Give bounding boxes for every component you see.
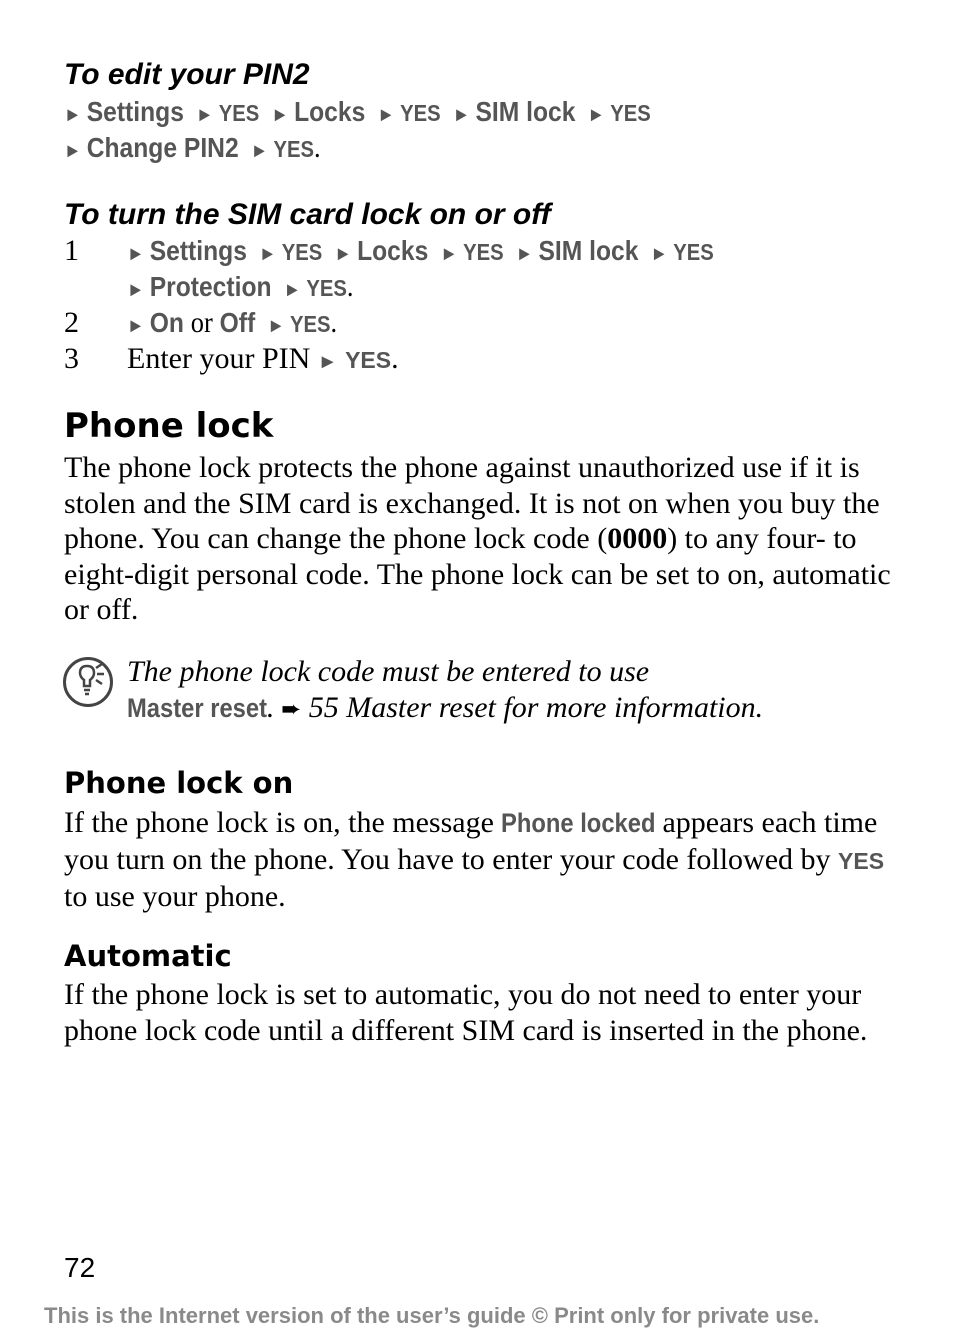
footer-notice: This is the Internet version of the user’s guide © Print only for private use. [44, 1303, 820, 1328]
page-number: 72 [64, 1252, 96, 1283]
yes-key: YES [838, 847, 885, 874]
step-1 [64, 233, 924, 269]
step-1-path-line2: ► Protection ► YES. [127, 270, 354, 303]
step-3: 3 Enter your PIN ► YES. [64, 342, 399, 375]
pin2-path-line2: ► Change PIN2 ► YES. [64, 131, 321, 164]
default-code: 0000 [607, 522, 668, 556]
tip-line1: The phone lock code must be entered to use [127, 655, 650, 688]
step-1-cont [64, 269, 924, 305]
message-phone-locked: Phone locked [501, 808, 656, 838]
menu-sim-lock: SIM lock [475, 96, 576, 127]
tip-line2: Master reset. ➨ 55 Master reset for more information. [127, 691, 764, 724]
pin2-path-line1: ► Settings ► YES ► Locks ► YES ► SIM lock ► YES [64, 96, 651, 127]
step-2 [64, 305, 924, 341]
phone-lock-paragraph: The phone lock protects the phone against unauthorized use if it is stolen and the SIM card is exchanged. It is not on when you buy the phone. You can change the phone lock code (0000) to any four- to eight-digit personal code. The phone lock can be set to on, automatic or off. [64, 451, 891, 627]
phone-lock-on-paragraph: If the phone lock is on, the message Phone locked appears each time you turn on the phone. You have to enter your code followed by YES to use your phone. [64, 806, 885, 914]
phone-lock-heading: Phone lock [64, 406, 274, 446]
menu-change-pin2: Change PIN2 [86, 132, 239, 163]
pin2-heading: To edit your PIN2 [64, 58, 310, 91]
option-on: On [149, 307, 184, 338]
phone-lock-on-heading: Phone lock on [64, 766, 294, 800]
yes-key: YES [273, 136, 315, 162]
step-2-path: ► On or Off ► YES. [127, 306, 338, 339]
menu-settings: Settings [86, 96, 184, 127]
step-number: 1 [64, 234, 79, 267]
tip-icon [62, 656, 114, 708]
menu-master-reset: Master reset [127, 693, 268, 723]
menu-locks: Locks [294, 96, 366, 127]
simlock-heading: To turn the SIM card lock on or off [64, 198, 551, 231]
step-1-path: ► Settings ► YES ► Locks ► YES ► SIM lock ► YES [127, 235, 714, 266]
yes-key: YES [400, 100, 441, 126]
page-reference: 55 Master reset for more information. [308, 691, 764, 724]
yes-key: YES [218, 100, 260, 126]
automatic-paragraph: If the phone lock is set to automatic, you do not need to enter your phone lock code until a different SIM card is inserted in the phone. [64, 978, 868, 1047]
step-number: 3 [64, 342, 79, 375]
step-number: 2 [64, 306, 79, 339]
yes-key: YES [610, 100, 651, 126]
option-off: Off [219, 307, 256, 338]
automatic-heading: Automatic [64, 939, 232, 973]
reference-arrow-icon: ➨ [281, 695, 302, 723]
